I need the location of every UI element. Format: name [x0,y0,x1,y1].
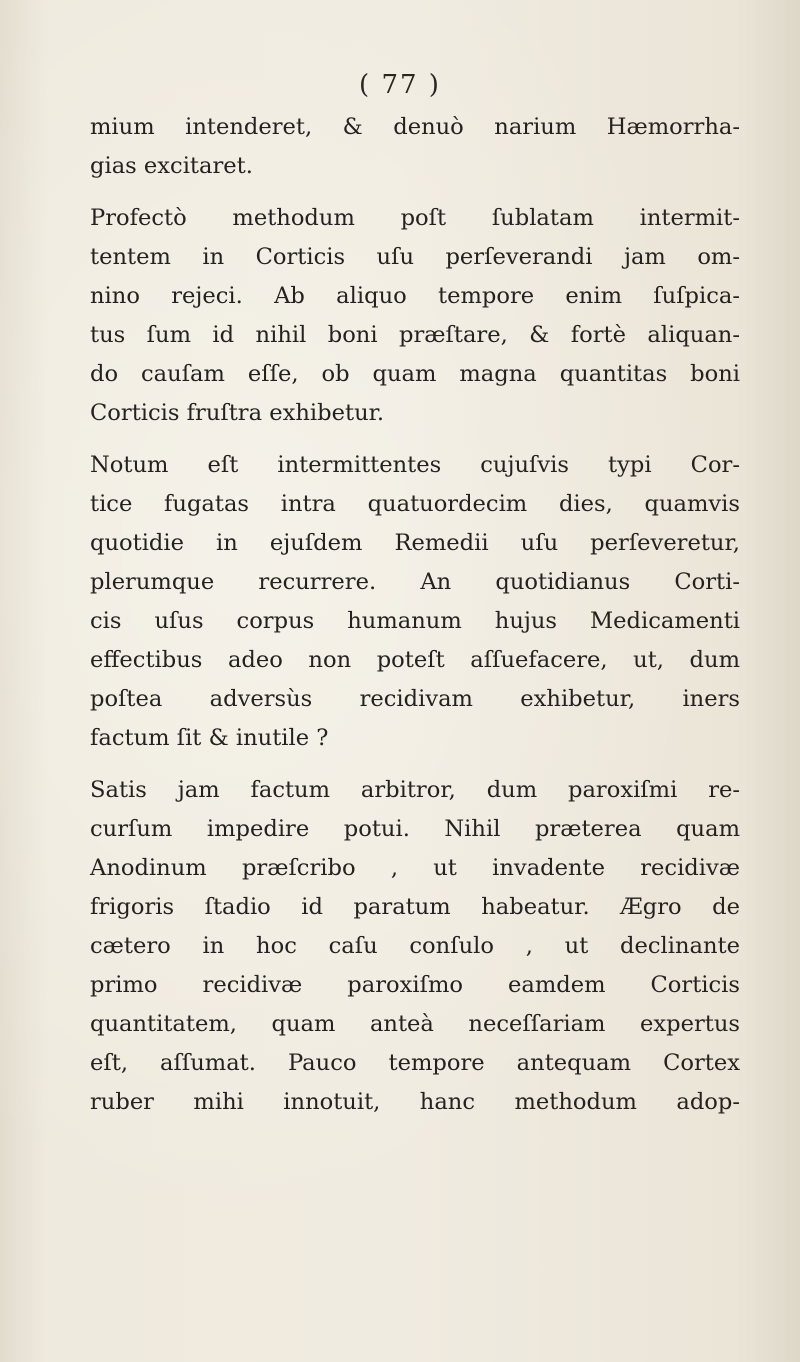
text-line: tentem in Corticis uſu perſeverandi jam om- [90,244,740,270]
text-line: factum ſit & inutile ? [90,725,329,751]
paragraph-2 [90,199,740,433]
text-line: quantitatem, quam anteà neceſſariam expertus [90,1011,740,1037]
text-line: poſtea adversùs recidivam exhibetur, iners [90,686,740,712]
text-line: eſt, aſſumat. Pauco tempore antequam Cortex [90,1050,740,1076]
body-text [90,108,740,1122]
text-line: nino rejeci. Ab aliquo tempore enim ſuſpica- [90,283,740,309]
text-line: plerumque recurrere. An quotidianus Corti- [90,569,740,595]
text-line: Corticis fruſtra exhibetur. [90,400,385,426]
text-line: tus ſum id nihil boni præſtare, & fortè aliquan- [90,322,740,348]
text-line: gias excitaret. [90,153,253,179]
text-line: primo recidivæ paroxiſmo eamdem Corticis [90,972,740,998]
text-line: cis uſus corpus humanum hujus Medicamenti [90,608,740,634]
text-line: Profectò methodum poſt ſublatam intermit- [90,205,740,231]
page-number: ( 77 ) [359,70,441,100]
text-line: do cauſam eſſe, ob quam magna quantitas boni [90,361,740,387]
text-line: tice fugatas intra quatuordecim dies, quamvis [90,491,740,517]
text-line: quotidie in ejuſdem Remedii uſu perſeveretur, [90,530,740,556]
text-line: mium intenderet, & denuò narium Hæmorrha- [90,114,740,140]
text-line: ruber mihi innotuit, hanc methodum adop- [90,1089,740,1115]
text-line: frigoris ſtadio id paratum habeatur. Ægro de [90,894,740,920]
text-line: Notum eſt intermittentes cujuſvis typi Cor- [90,452,740,478]
paragraph-1 [90,108,740,186]
paragraph-3 [90,446,740,758]
text-line: Anodinum præſcribo , ut invadente recidivæ [90,855,740,881]
text-line: cætero in hoc caſu conſulo , ut declinante [90,933,740,959]
text-line: effectibus adeo non poteſt aſſuefacere, ut, dum [90,647,740,673]
text-line: Satis jam factum arbitror, dum paroxiſmi re- [90,777,740,803]
paragraph-4 [90,771,740,1122]
text-line: curſum impedire potui. Nihil præterea quam [90,816,740,842]
